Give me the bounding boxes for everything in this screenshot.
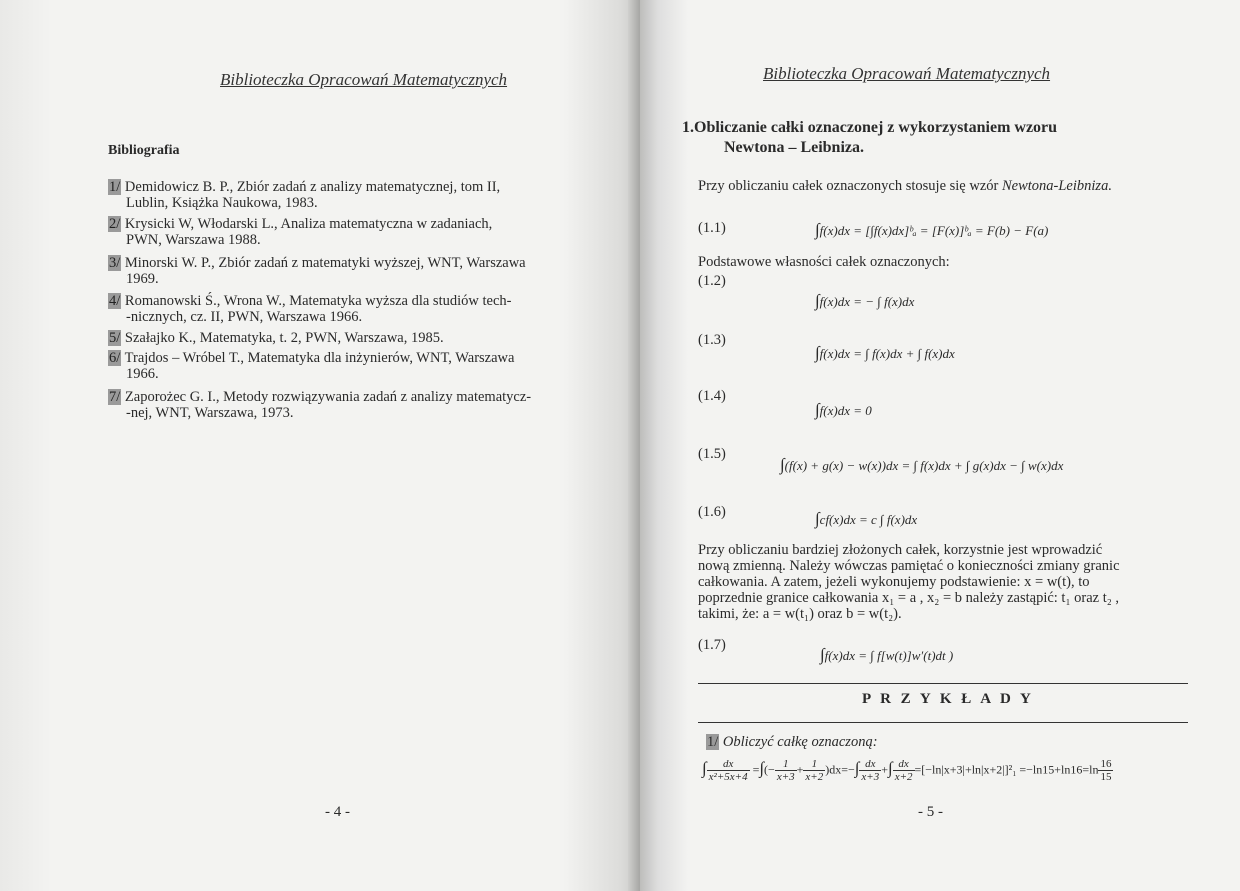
equation-text: f(x)dx = [∫f(x)dx]ᵇₐ = [F(x)]ᵇₐ = F(b) − F(a) [819, 223, 1049, 238]
para-line: poprzednie granice całkowania x₁ = a , x₂ = b należy zastąpić: t₁ oraz t₂ , [698, 590, 1120, 606]
intro-paragraph [698, 178, 1112, 194]
divider-top [698, 683, 1188, 684]
equation-1-3: ∫f(x)dx = ∫ f(x)dx + ∫ f(x)dx [815, 343, 955, 362]
para-line: nową zmienną. Należy wówczas pamiętać o konieczności zmiany granic [698, 558, 1120, 574]
entry-line: Lublin, Książka Naukowa, 1983. [126, 194, 318, 211]
equation-1-7: ∫f(x)dx = ∫ f[w(t)]w′(t)dt ) [820, 645, 954, 664]
entry-line: Minorski W. P., Zbiór zadań z matematyki wyższej, WNT, Warszawa [124, 255, 526, 271]
equation-text: f(x)dx = − ∫ f(x)dx [819, 294, 915, 309]
example-1-heading [706, 734, 878, 751]
eq-label-1-5: (1.5) [698, 446, 726, 462]
intro-text: Przy obliczaniu całek oznaczonych stosuje się wzór [698, 178, 1002, 194]
example-result: =[−ln|x+3|+ln|x+2|]²₁ =−ln15+ln16=ln [914, 762, 1099, 777]
equation-text: f(x)dx = ∫ f(x)dx + ∫ f(x)dx [819, 346, 955, 361]
bib-entry-5 [108, 331, 444, 347]
entry-line: Szałajko K., Matematyka, t. 2, PWN, Warszawa, 1985. [124, 330, 444, 346]
equation-1-5: ∫(f(x) + g(x) − w(x))dx = ∫ f(x)dx + ∫ g(x)dx − ∫ w(x)dx [780, 455, 1064, 474]
equation-text: (f(x) + g(x) − w(x))dx = ∫ f(x)dx + ∫ g(x)dx − ∫ w(x)dx [784, 458, 1064, 473]
equation-text: f(x)dx = ∫ f[w(t)]w′(t)dt ) [824, 648, 954, 663]
entry-line: 1966. [126, 365, 159, 382]
examples-title: P R Z Y K Ł A D Y [862, 691, 1034, 707]
eq-label-1-2: (1.2) [698, 273, 726, 289]
entry-number: 3/ [109, 255, 121, 271]
entry-line: Romanowski Ś., Wrona W., Matematyka wyższa dla studiów tech- [124, 293, 512, 309]
bib-entry-4 [108, 294, 511, 325]
bib-entry-1 [108, 180, 500, 211]
example-number: 1/ [707, 734, 719, 750]
entry-line: Trajdos – Wróbel T., Matematyka dla inżynierów, WNT, Warszawa [124, 350, 515, 366]
section-title: 1.Obliczanie całki oznaczonej z wykorzystaniem wzoru [682, 119, 1058, 136]
equation-1-1: ∫f(x)dx = [∫f(x)dx]ᵇₐ = [F(x)]ᵇₐ = F(b) − F(a) [815, 220, 1049, 239]
eq-label-1-6: (1.6) [698, 504, 726, 520]
example-1-solution: ∫ $\frac{dx}{\text{x²+5x+4}}$ =∫(− $\frac{1}{x+3}$ + $\frac{1}{x+2}$ )dx=−∫ $\frac{dx}{x+3}$ +∫ $\frac{dx}{x+2}$ =[−ln|x+3|+ln|x+2|]²₁ =−ln15+ln16=ln $\frac{16}{15}$ [702, 758, 1112, 783]
para-line: całkowania. A zatem, jeżeli wykonujemy podstawienie: x = w(t), to [698, 574, 1090, 590]
equation-1-2: ∫f(x)dx = − ∫ f(x)dx [815, 291, 915, 310]
example-text: Obliczyć całkę oznaczoną: [722, 734, 878, 750]
entry-number: 4/ [109, 293, 121, 309]
left-running-header: Biblioteczka Opracowań Matematycznych [220, 70, 508, 89]
divider-bottom [698, 722, 1188, 723]
entry-line: Zaporożec G. I., Metody rozwiązywania zadań z analizy matematycz- [124, 389, 532, 405]
bib-entry-7 [108, 390, 531, 421]
entry-number: 2/ [109, 216, 121, 232]
entry-line: PWN, Warszawa 1988. [126, 231, 261, 248]
para-line: Przy obliczaniu bardziej złożonych całek, korzystnie jest wprowadzić [698, 542, 1103, 558]
eq-label-1-7: (1.7) [698, 637, 726, 653]
right-page-number: - 5 - [918, 804, 943, 820]
entry-number: 7/ [109, 389, 121, 405]
intro-formula-name: Newtona-Leibniza. [1001, 178, 1112, 194]
section-title-cont: Newtona – Leibniza. [724, 139, 864, 156]
entry-line: Krysicki W, Włodarski L., Analiza matematyczna w zadaniach, [124, 216, 493, 232]
bib-entry-2 [108, 217, 492, 248]
properties-label: Podstawowe własności całek oznaczonych: [698, 254, 950, 270]
substitution-paragraph [698, 542, 1120, 622]
eq-label-1-1: (1.1) [698, 220, 726, 236]
entry-number: 1/ [109, 179, 121, 195]
bib-entry-6 [108, 351, 514, 382]
entry-number: 6/ [109, 350, 121, 366]
equation-text: f(x)dx = 0 [819, 403, 872, 418]
right-running-header: Biblioteczka Opracowań Matematycznych [763, 64, 1051, 83]
bibliography-title: Bibliografia [108, 143, 180, 158]
entry-line: Demidowicz B. P., Zbiór zadań z analizy matematycznej, tom II, [124, 179, 501, 195]
equation-1-4: ∫f(x)dx = 0 [815, 400, 872, 419]
left-page-number: - 4 - [325, 804, 350, 820]
eq-label-1-4: (1.4) [698, 388, 726, 404]
eq-label-1-3: (1.3) [698, 332, 726, 348]
equation-1-6: ∫cf(x)dx = c ∫ f(x)dx [815, 509, 918, 528]
entry-line: -nej, WNT, Warszawa, 1973. [126, 404, 294, 421]
entry-number: 5/ [109, 330, 121, 346]
entry-line: -nicznych, cz. II, PWN, Warszawa 1966. [126, 308, 363, 325]
para-line: takimi, że: a = w(t₁) oraz b = w(t₂). [698, 606, 902, 622]
equation-text: cf(x)dx = c ∫ f(x)dx [819, 512, 918, 527]
entry-line: 1969. [126, 270, 159, 287]
right-page [640, 0, 1240, 891]
bib-entry-3 [108, 256, 526, 287]
